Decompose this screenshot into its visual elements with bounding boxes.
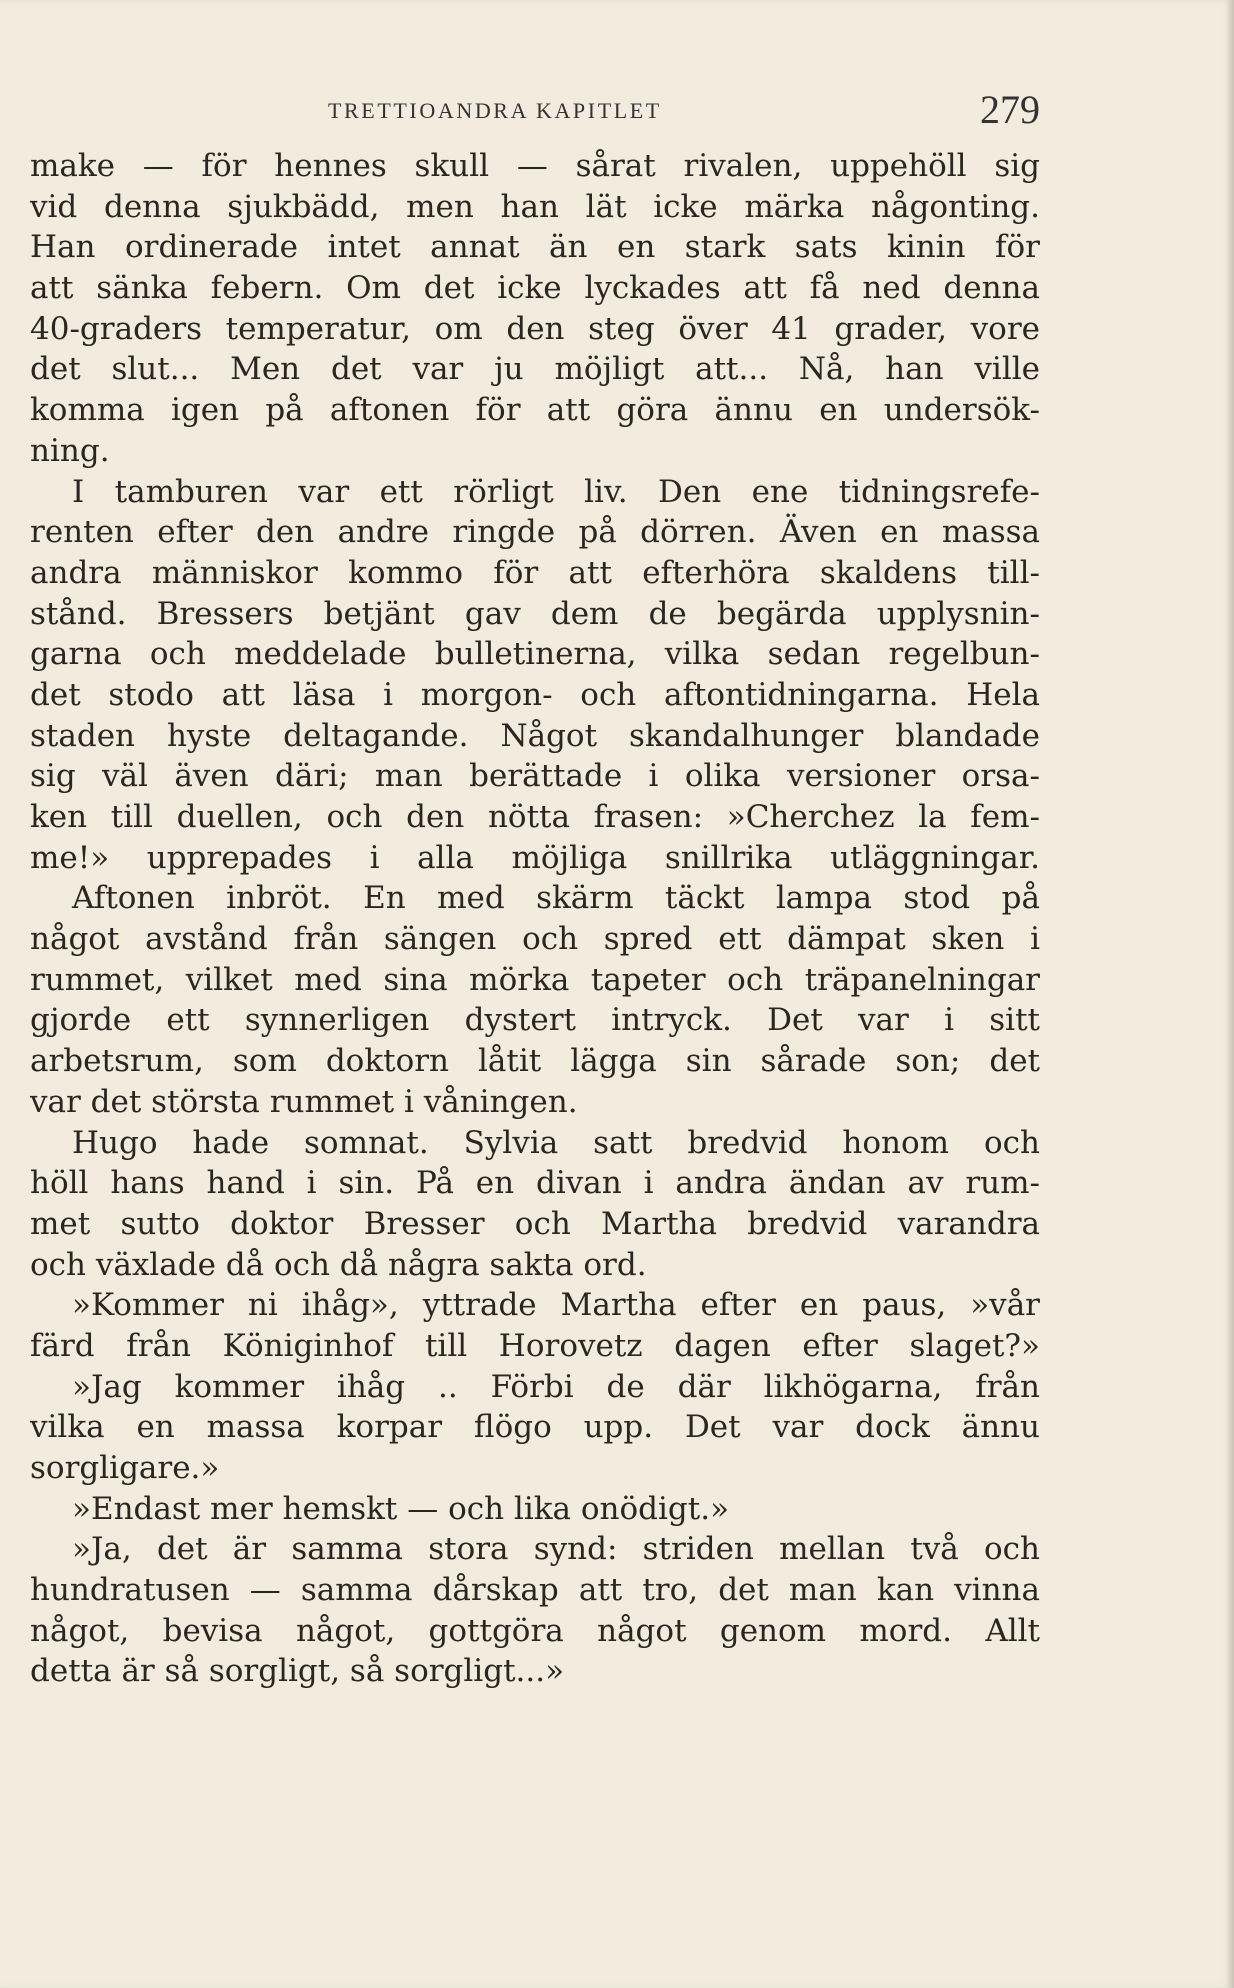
text-line: garna och meddelade bulletinerna, vilka sedan regelbun-	[30, 636, 1040, 673]
text-line: gjorde ett synnerligen dystert intryck. Det var i sitt	[30, 1002, 1040, 1039]
text-line: ken till duellen, och den nötta frasen: »Cherchez la fem-	[30, 799, 1040, 835]
text-line: sorgligare.»	[30, 1450, 220, 1486]
text-line: detta är så sorgligt, så sorgligt...»	[30, 1653, 565, 1690]
text-line: I tamburen var ett rörligt liv. Den ene tidningsrefe-	[72, 473, 1040, 510]
text-line: renten efter den andre ringde på dörren. Även en massa	[30, 514, 1040, 551]
text-line: höll hans hand i sin. På en divan i andra ändan av rum-	[30, 1165, 1040, 1202]
text-line: färd från Königinhof till Horovetz dagen efter slaget?»	[30, 1327, 1040, 1364]
text-line: hundratusen — samma dårskap att tro, det man kan vinna	[30, 1572, 1040, 1609]
body-text	[30, 146, 1040, 1692]
text-line: och växlade då och då några sakta ord.	[30, 1246, 647, 1283]
text-line: något, bevisa något, gottgöra något genom mord. Allt	[30, 1612, 1040, 1649]
text-line: arbetsrum, som doktorn låtit lägga sin sårade son; det	[30, 1043, 1040, 1080]
text-line: vid denna sjukbädd, men han lät icke märka någonting.	[30, 188, 1040, 225]
text-line: met sutto doktor Bresser och Martha bredvid varandra	[30, 1205, 1040, 1242]
text-line: Han ordinerade intet annat än en stark sats kinin för	[30, 229, 1040, 266]
text-line: »Jag kommer ihåg .. Förbi de där likhögarna, från	[72, 1368, 1040, 1405]
text-line: »Endast mer hemskt — och lika onödigt.»	[72, 1490, 730, 1527]
text-line: att sänka febern. Om det icke lyckades att få ned denna	[30, 270, 1040, 307]
text-line: staden hyste deltagande. Något skandalhunger blandade	[30, 717, 1040, 754]
text-line: Hugo hade somnat. Sylvia satt bredvid honom och	[72, 1124, 1040, 1161]
text-line: Aftonen inbröt. En med skärm täckt lampa stod på	[72, 880, 1040, 917]
text-line: me!» upprepades i alla möjliga snillrika utläggningar.	[30, 839, 1040, 876]
running-title: TRETTIOANDRA KAPITLET	[328, 98, 662, 123]
text-line: make — för hennes skull — sårat rivalen, uppehöll sig	[30, 148, 1040, 184]
text-line: var det största rummet i våningen.	[30, 1083, 578, 1120]
text-line: ning.	[30, 432, 110, 469]
text-line: »Ja, det är samma stora synd: striden mellan två och	[72, 1531, 1040, 1568]
page-number: 279	[980, 87, 1040, 132]
text-line: det stodo att läsa i morgon- och aftontidningarna. Hela	[30, 676, 1040, 713]
text-line: stånd. Bressers betjänt gav dem de begärda upplysnin-	[30, 595, 1040, 632]
page-edge-shadow	[1226, 0, 1234, 1988]
page-header	[30, 87, 1040, 132]
text-line: något avstånd från sängen och spred ett dämpat sken i	[30, 921, 1040, 958]
text-line: det slut... Men det var ju möjligt att... Nå, han ville	[30, 351, 1040, 388]
text-line: komma igen på aftonen för att göra ännu en undersök-	[30, 392, 1040, 429]
text-line: andra människor kommo för att efterhöra skaldens till-	[30, 554, 1040, 591]
text-line: sig väl även däri; man berättade i olika versioner orsa-	[30, 758, 1040, 795]
text-line: »Kommer ni ihåg», yttrade Martha efter en paus, »vår	[72, 1287, 1040, 1324]
text-line: 40-graders temperatur, om den steg över 41 grader, vore	[30, 310, 1040, 347]
text-line: vilka en massa korpar flögo upp. Det var dock ännu	[30, 1409, 1040, 1446]
text-line: rummet, vilket med sina mörka tapeter och träpanelningar	[30, 961, 1040, 998]
